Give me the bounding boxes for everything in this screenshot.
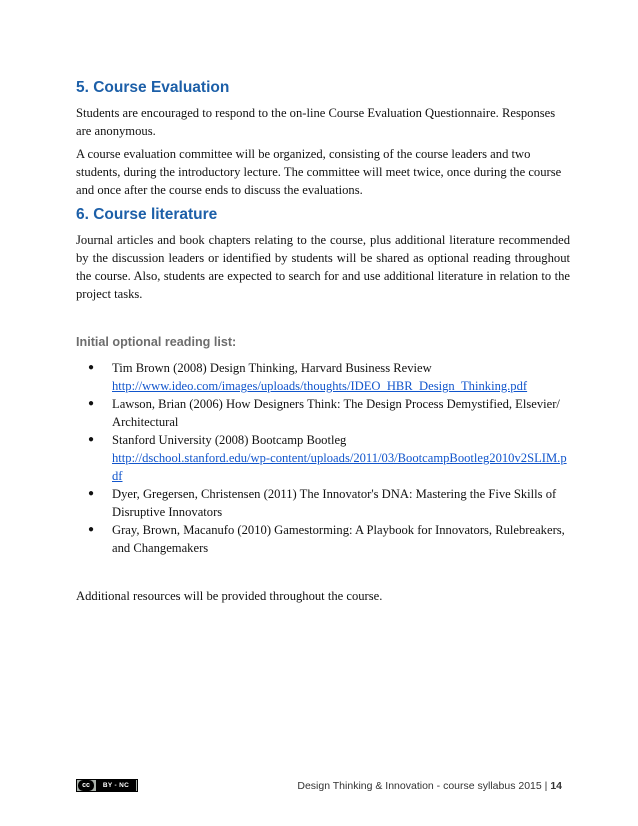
footer-course-title: Design Thinking & Innovation - course syllabus 2015: [297, 780, 542, 792]
cc-license-badge[interactable]: [76, 779, 138, 792]
course-literature-paragraph: Journal articles and book chapters relating to the course, plus additional literature recommended by the discussion leaders or identified by students will be shared as optional reading throughout the course. Also, students are expected to search for and use additional literature in relation to the project tasks.: [76, 233, 570, 301]
course-literature-heading: 6. Course literature: [76, 206, 218, 223]
closing-paragraph: Additional resources will be provided throughout the course.: [76, 589, 383, 603]
list-item: [88, 521, 570, 557]
page-number: 14: [550, 780, 562, 792]
list-item: [88, 485, 570, 521]
course-evaluation-paragraph-2: A course evaluation committee will be organized, consisting of the course leaders and two students, during the introductory lecture. The committee will meet twice, once during the course and once after the course ends to discuss the evaluations.: [76, 147, 562, 197]
bullet-icon: ●: [88, 398, 95, 409]
footer-caption: [297, 779, 562, 793]
section-course-evaluation: [76, 78, 570, 199]
list-item: [88, 431, 570, 485]
page-content: [76, 78, 570, 610]
bullet-icon: ●: [88, 362, 95, 373]
bullet-icon: ●: [88, 488, 95, 499]
section-course-literature: [76, 205, 570, 303]
course-evaluation-paragraph-1: Students are encouraged to respond to the on-line Course Evaluation Questionnaire. Responses are anonymous.: [76, 106, 556, 138]
bullet-icon: ●: [88, 434, 95, 445]
page-footer: [76, 779, 562, 795]
bullet-icon: ●: [88, 524, 95, 535]
cc-license-terms: BY - NC: [96, 780, 136, 791]
bootcamp-bootleg-link[interactable]: http://dschool.stanford.edu/wp-content/uploads/2011/03/BootcampBootleg2010v2SLIM.pdf: [112, 451, 567, 483]
cc-logo-icon: cc: [78, 780, 94, 791]
reading-item-text: Stanford University (2008) Bootcamp Bootleg: [112, 433, 347, 447]
reading-item-text: Gray, Brown, Macanufo (2010) Gamestorming: A Playbook for Innovators, Rulebreakers, and Changemakers: [112, 523, 565, 555]
reading-list-heading: Initial optional reading list:: [76, 335, 237, 349]
reading-list: [88, 359, 570, 557]
reading-item-text: Dyer, Gregersen, Christensen (2011) The Innovator's DNA: Mastering the Five Skills of Disruptive Innovators: [112, 487, 557, 519]
list-item: [88, 395, 570, 431]
footer-separator: |: [544, 780, 548, 792]
ideo-hbr-link[interactable]: http://www.ideo.com/images/uploads/thoughts/IDEO_HBR_Design_Thinking.pdf: [112, 379, 528, 393]
list-item: [88, 359, 570, 395]
course-evaluation-heading: 5. Course Evaluation: [76, 79, 230, 96]
reading-item-text: Tim Brown (2008) Design Thinking, Harvard Business Review: [112, 361, 432, 375]
reading-item-text: Lawson, Brian (2006) How Designers Think: The Design Process Demystified, Elsevier/ Architectural: [112, 397, 560, 429]
